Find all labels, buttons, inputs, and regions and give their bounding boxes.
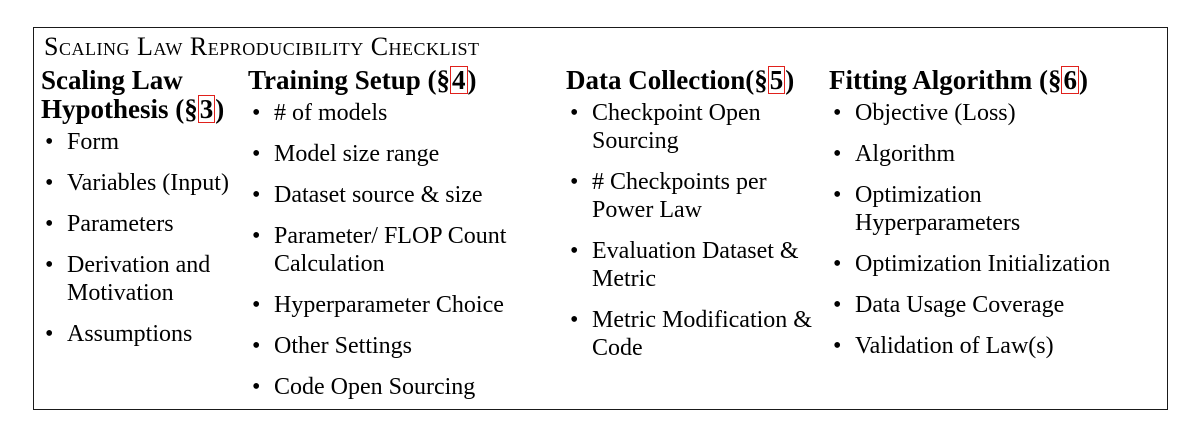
section-ref-link[interactable]: 5 [769,65,784,95]
list-item: • Algorithm [829,140,1149,168]
checklist-title: Scaling Law Reproducibility Checklist [44,32,480,61]
item-list [566,99,836,362]
list-item: • Optimization Hyperparameters [829,181,1055,237]
list-item: • Parameter/ FLOP Count Calculation [248,222,534,278]
list-item: • Assumptions [41,320,251,348]
list-item: • Metric Modification & Code [566,306,817,362]
column-heading [566,66,836,95]
heading-text: ) [467,65,477,95]
heading-text: ) [785,65,795,95]
section-ref-link[interactable]: 6 [1063,65,1077,95]
list-item: • Derivation and Motivation [41,251,237,307]
list-item: • # Checkpoints per Power Law [566,168,802,224]
list-item: • Parameters [41,210,251,238]
list-item: • Optimization Initialization [829,250,1149,278]
list-item: • # of models [248,99,548,127]
column-fitting-algorithm [829,66,1149,373]
list-item: • Variables (Input) [41,169,251,197]
item-list [829,99,1149,360]
item-list [248,99,548,401]
checklist-box [33,27,1168,410]
heading-text: Data Collection(§ [566,65,768,95]
item-list [41,128,251,348]
list-item: • Form [41,128,251,156]
heading-text: Training Setup (§ [248,65,451,95]
list-item: • Evaluation Dataset & Metric [566,237,832,293]
list-item: • Code Open Sourcing [248,373,548,401]
list-item: • Hyperparameter Choice [248,291,548,319]
column-heading [41,66,251,124]
column-hypothesis [41,66,251,361]
column-training-setup [248,66,548,414]
column-data-collection [566,66,836,375]
column-heading [829,66,1149,95]
heading-text: Fitting Algorithm (§ [829,65,1062,95]
list-item: • Validation of Law(s) [829,332,1149,360]
section-ref-link[interactable]: 4 [452,65,466,95]
heading-text: ) [215,94,225,124]
heading-text: ) [1078,65,1088,95]
list-item: • Checkpoint Open Sourcing [566,99,792,155]
section-ref-link[interactable]: 3 [199,94,214,124]
list-item: • Other Settings [248,332,548,360]
heading-text: Hypothesis (§ [41,94,198,124]
list-item: • Objective (Loss) [829,99,1149,127]
list-item: • Data Usage Coverage [829,291,1149,319]
list-item: • Dataset source & size [248,181,548,209]
column-heading [248,66,548,95]
list-item: • Model size range [248,140,548,168]
heading-text: Scaling Law [41,65,183,95]
